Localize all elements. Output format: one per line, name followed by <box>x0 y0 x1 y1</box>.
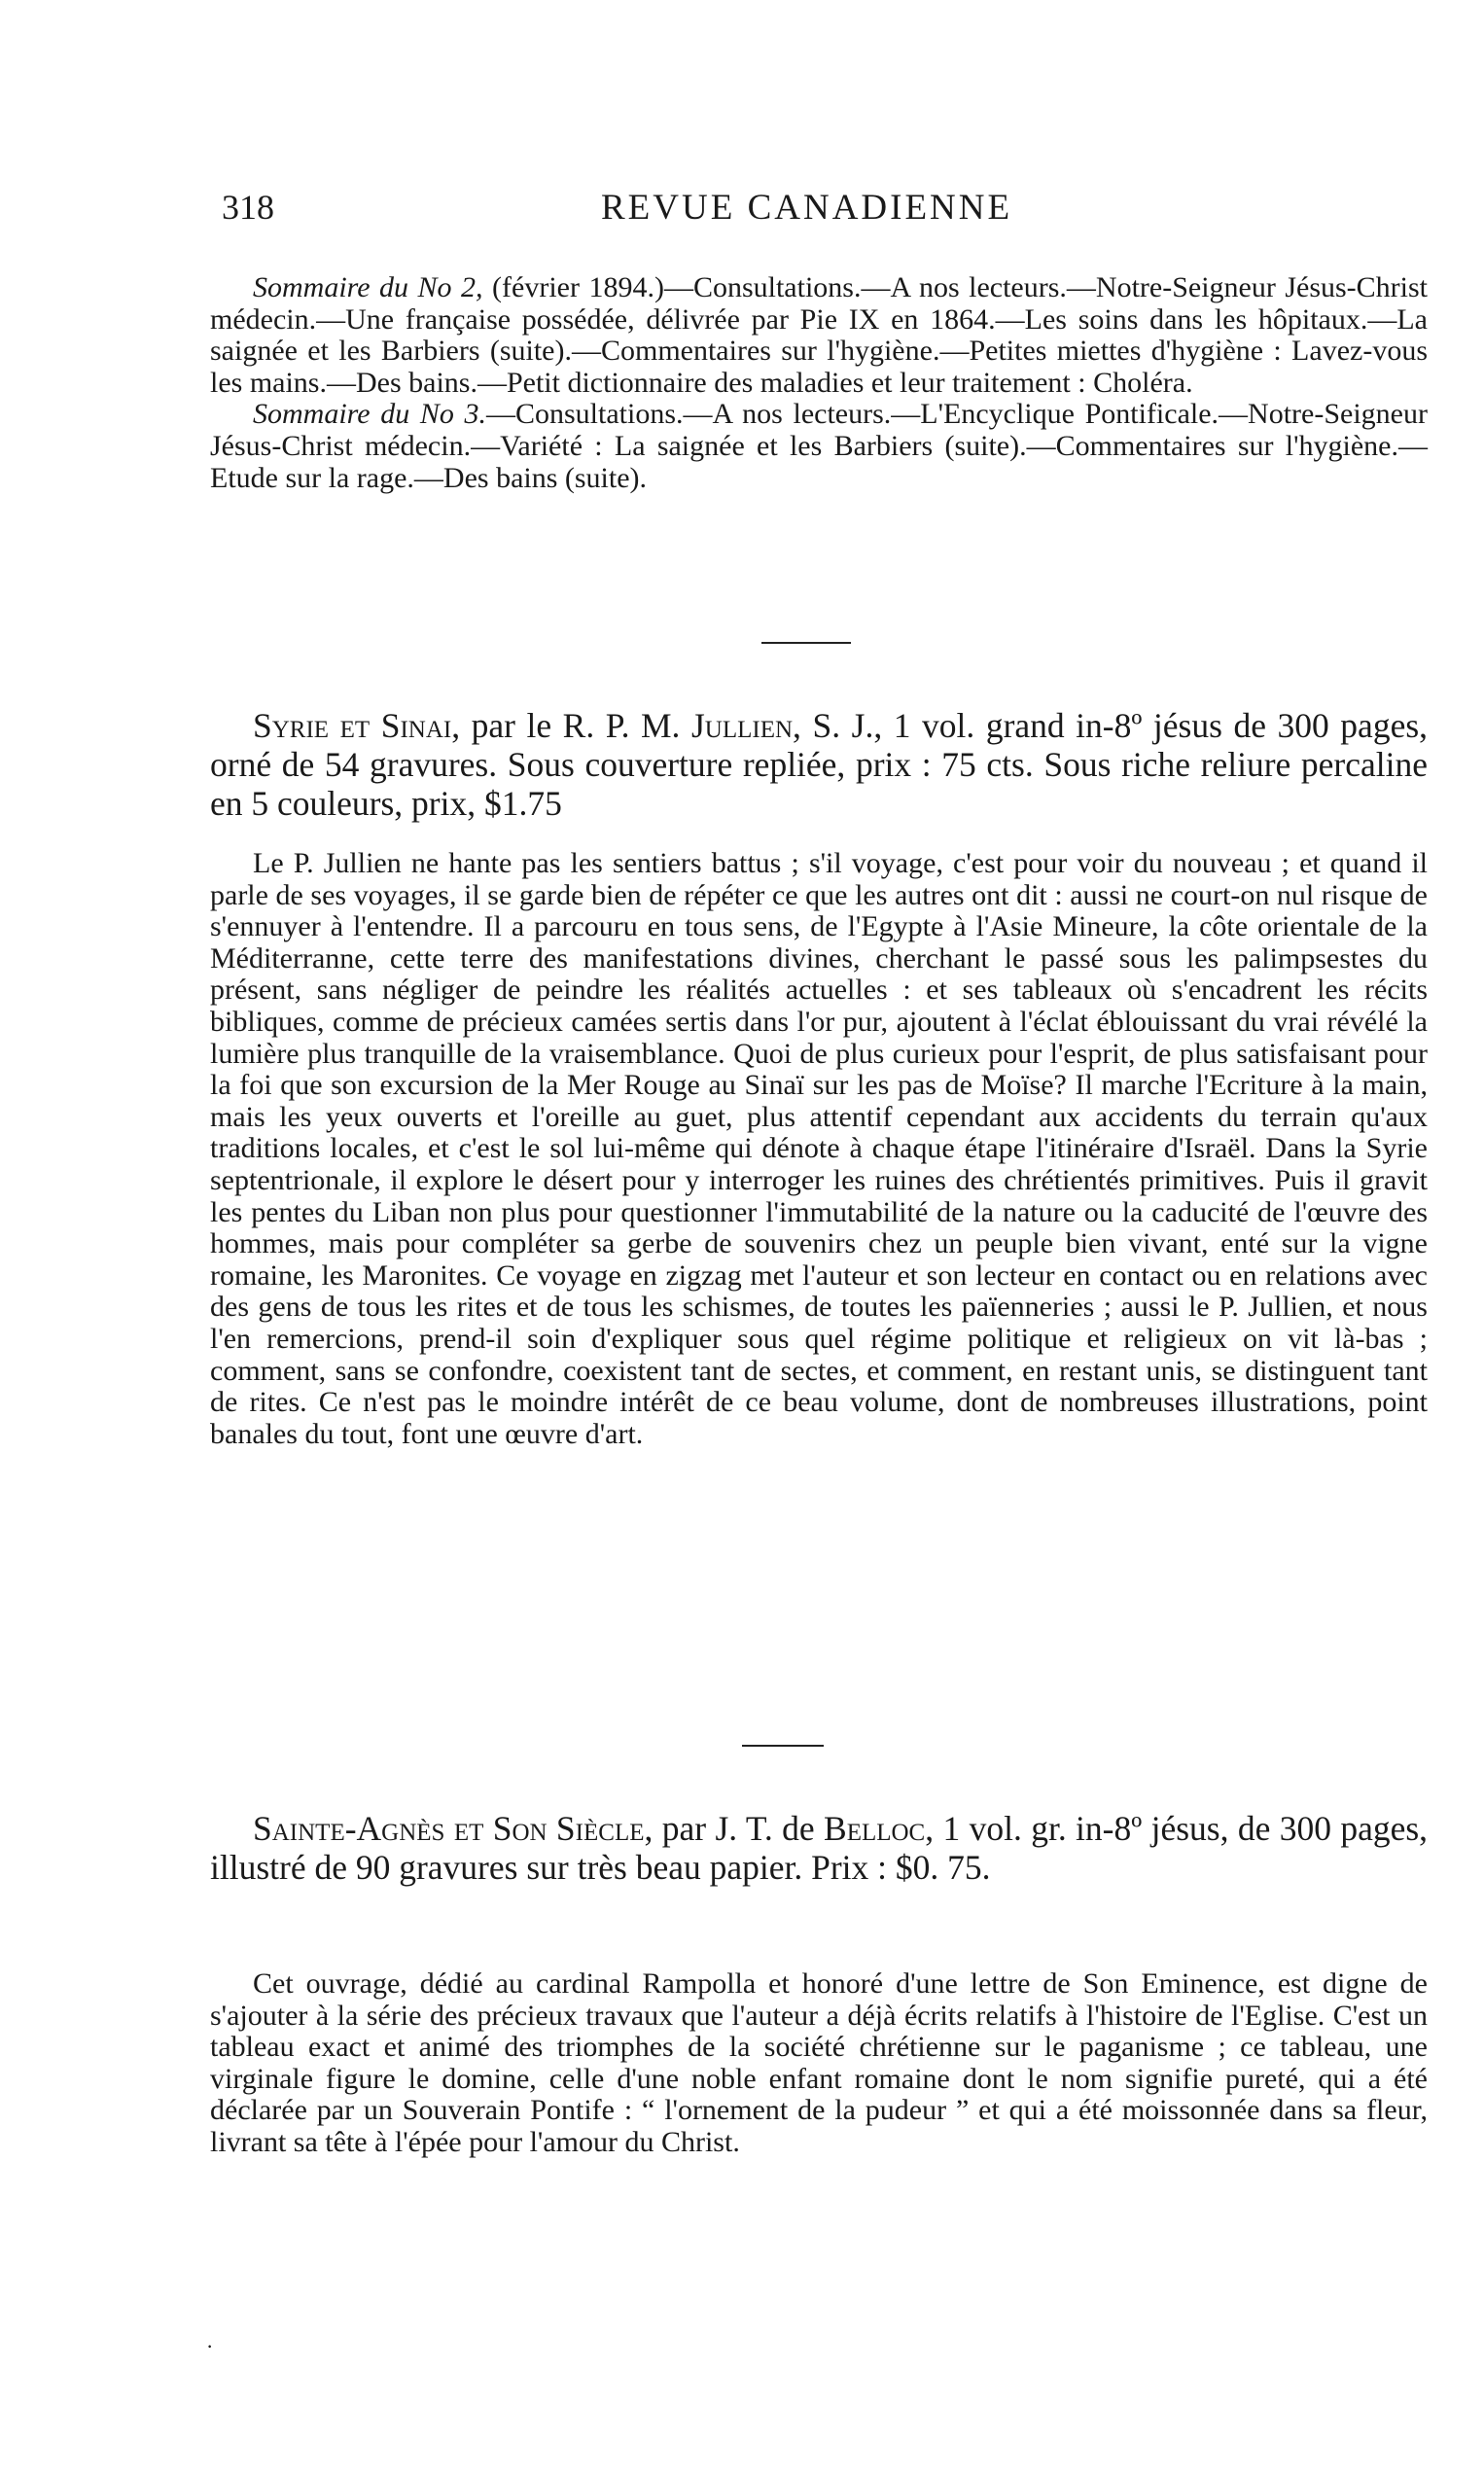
author-name: Jullien, <box>690 706 801 745</box>
book-details: 1 vol. gr. in-8º jésus, de 300 pages, illustré de 90 gravures sur très beau papier. Prix : $0. 75. <box>210 1809 1429 1887</box>
summary-text: —Consultations.—A nos lecteurs.—L'Encyclique Pontificale.—Notre-Seigneur Jésus-Christ médecin.—Variété : La saignée et les Barbiers (suite).—Commentaires sur l'hygiène.—Etude sur la rage.—Des bains (suite). <box>210 398 1428 494</box>
ink-speck: · <box>206 2334 214 2358</box>
summary-heading: Sommaire du No 2, <box>253 271 483 303</box>
review-agnes-heading <box>210 1809 1428 1887</box>
summary-heading: Sommaire du No 3. <box>253 398 486 431</box>
review-text: Cet ouvrage, dédié au cardinal Rampolla et honoré d'une lettre de Son Eminence, est digne de s'ajouter à la série des précieux travaux que l'auteur a déjà écrits relatifs à l'histoire de l'Eglise. C'est un tableau exact et animé des triomphes de la société chrétienne sur le paganisme ; ce tableau, une virginale figure le domine, celle d'une noble enfant romaine dont le nom signifie pureté, qui a été déclarée par un Souverain Pontife : “ l'ornement de la pudeur ” et qui a été moissonnée dans sa fleur, livrant sa tête à l'épée pour l'amour du Christ. <box>210 1967 1428 2158</box>
section-divider <box>742 1745 824 1747</box>
book-title: Sainte-Agnès et Son Siècle, <box>253 1809 654 1848</box>
journal-title: REVUE CANADIENNE <box>601 188 1013 228</box>
summaries-section <box>210 272 1428 494</box>
author-prefix: par le R. P. M. <box>471 706 681 745</box>
review-text: Le P. Jullien ne hante pas les sentiers battus ; s'il voyage, c'est pour voir du nouveau ; et quand il parle de ses voyages, il se garde bien de répéter ce que les autres ont dit : aussi ne court-on nul risque de s'ennuyer à l'entendre. Il a parcouru en tous sens, de l'Egypte à l'Asie Mineure, la côte orientale de la Méditerranne, cette terre des manifestations divines, cherchant le passé sous les palimpsestes du présent, sans négliger de peindre les réalités actuelles : et ses tableaux où s'encadrent les récits bibliques, comme de précieux camées sertis dans l'or pur, ajoutent à l'éclat éblouissant du vrai révélé la lumière plus tranquille de la vraisemblance. Quoi de plus curieux pour l'esprit, de plus satisfaisant pour la foi que son excursion de la Mer Rouge au Sinaï sur les pas de Moïse? Il marche l'Ecriture à la main, mais les yeux ouverts et l'oreille au guet, plus attentif cependant aux accidents du terrain qu'aux traditions locales, et c'est le sol lui-même qui dénote à chaque étape l'itinéraire d'Israël. Dans la Syrie septentrionale, il explore le désert pour y interroger les ruines des chrétientés primitives. Puis il gravit les pentes du Liban non plus pour questionner l'immutabilité de la nature ou la caducité de l'œuvre des hommes, mais pour compléter sa gerbe de souvenirs chez un peuple bien vivant, enté sur la vigne romaine, les Maronites. Ce voyage en zigzag met l'auteur et son lecteur en contact ou en relations avec des gens de tous les rites et de tous les schismes, de toutes les païenneries ; aussi le P. Jullien, et nous l'en remercions, prend-il soin d'expliquer sous quel régime politique et religieux on vit là-bas ; comment, sans se confondre, coexistent tant de sectes, et comment, en restant unis, se distinguent tant de rites. Ce n'est pas le moindre intérêt de ce beau volume, dont de nombreuses illustrations, point banales du tout, font une œuvre d'art. <box>210 847 1428 1450</box>
summary-text: (février 1894.)—Consultations.—A nos lecteurs.—Notre-Seigneur Jésus-Christ médecin.—Une française possédée, délivrée par Pie IX en 1864.—Les soins dans les hôpitaux.—La saignée et les Barbiers (suite).—Commentaires sur l'hygiène.—Petites miettes d'hygiène : Lavez-vous les mains.—Des bains.—Petit dictionnaire des maladies et leur traitement : Choléra. <box>210 271 1429 399</box>
review-syrie-heading <box>210 706 1428 823</box>
review-syrie-body <box>210 848 1428 1450</box>
book-details: S. J., 1 vol. grand in-8º jésus de 300 pages, orné de 54 gravures. Sous couverture repliée, prix : 75 cts. Sous riche reliure percaline en 5 couleurs, prix, $1.75 <box>210 706 1429 823</box>
review-agnes-body <box>210 1968 1428 2159</box>
summary-no3 <box>210 399 1428 494</box>
section-divider <box>761 642 851 644</box>
author-prefix: par J. T. de <box>661 1809 815 1848</box>
page-number: 318 <box>222 188 274 227</box>
running-head <box>222 187 1097 245</box>
book-title: Syrie et Sinai, <box>253 706 461 745</box>
author-name: Belloc, <box>824 1809 935 1848</box>
summary-no2 <box>210 272 1428 399</box>
